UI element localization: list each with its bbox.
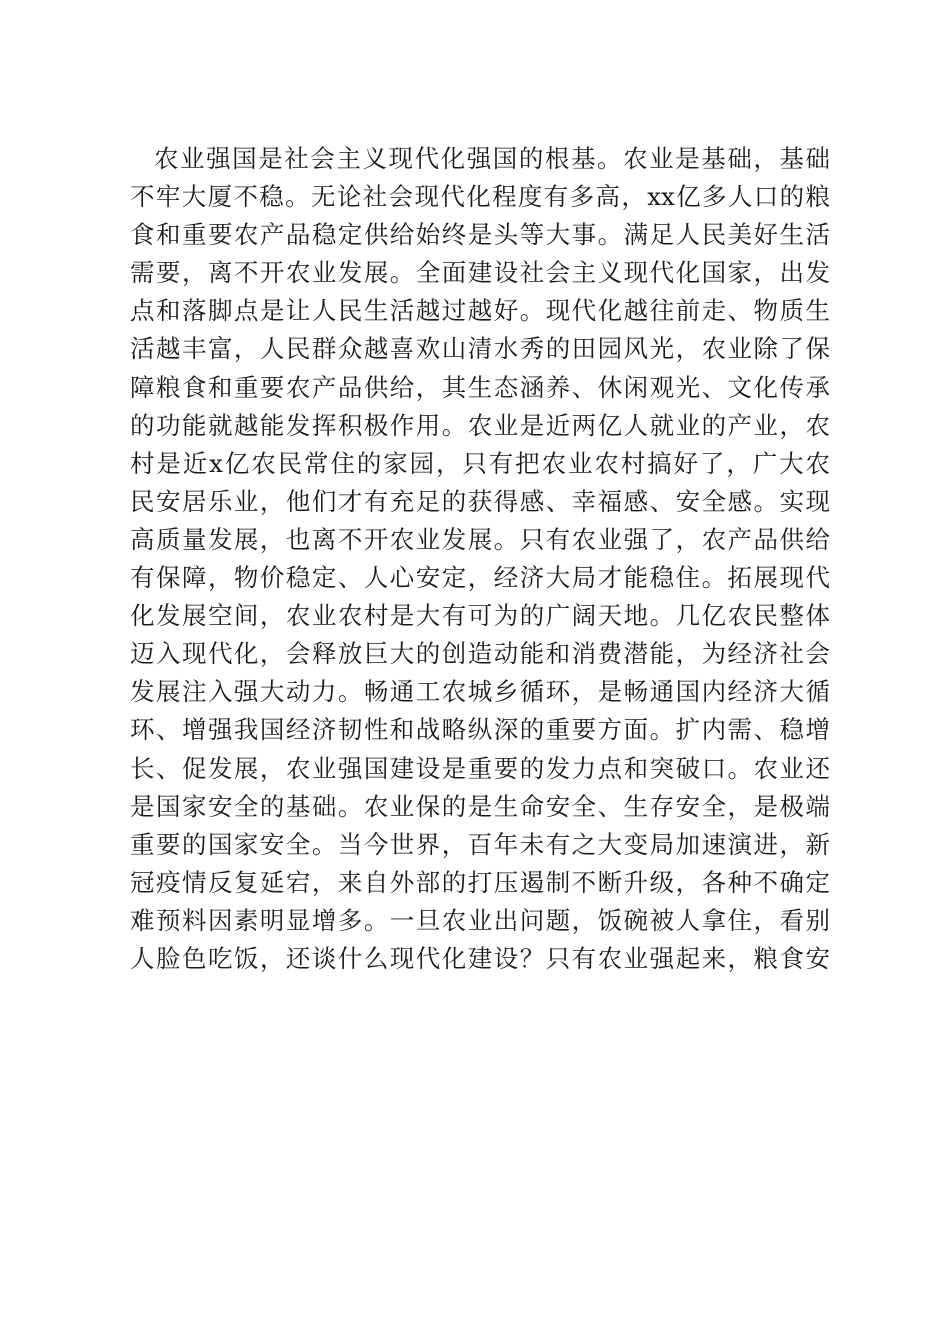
paragraph-line-22: 人脸色吃饭，还谈什么现代化建设？只有农业强起来，粮食安: [130, 943, 830, 973]
paragraph-line-4: 需要，离不开农业发展。全面建设社会主义现代化国家，出发: [130, 258, 830, 288]
paragraph-line-14: 迈入现代化，会释放巨大的创造动能和消费潜能，为经济社会: [130, 639, 830, 669]
paragraph-line-9: 村是近x亿农民常住的家园，只有把农业农村搞好了，广大农: [130, 448, 830, 478]
paragraph-line-2: 不牢大厦不稳。无论社会现代化程度有多高，xx亿多人口的粮: [130, 182, 830, 212]
paragraph-line-7: 障粮食和重要农产品供给，其生态涵养、休闲观光、文化传承: [130, 372, 830, 402]
paragraph-line-10: 民安居乐业，他们才有充足的获得感、幸福感、安全感。实现: [130, 486, 830, 516]
paragraph-line-17: 长、促发展，农业强国建设是重要的发力点和突破口。农业还: [130, 753, 830, 783]
paragraph-line-21: 难预料因素明显增多。一旦农业出问题，饭碗被人拿住，看别: [130, 905, 830, 935]
paragraph-line-5: 点和落脚点是让人民生活越过越好。现代化越往前走、物质生: [130, 296, 830, 326]
paragraph-line-6: 活越丰富，人民群众越喜欢山清水秀的田园风光，农业除了保: [130, 334, 830, 364]
paragraph-line-20: 冠疫情反复延宕，来自外部的打压遏制不断升级，各种不确定: [130, 867, 830, 897]
paragraph-line-11: 高质量发展，也离不开农业发展。只有农业强了，农产品供给: [130, 524, 830, 554]
paragraph-line-19: 重要的国家安全。当今世界，百年未有之大变局加速演进，新: [130, 829, 830, 859]
paragraph-line-1: 农业强国是社会主义现代化强国的根基。农业是基础，基础: [154, 144, 830, 173]
body-paragraph: [130, 140, 830, 978]
paragraph-line-13: 化发展空间，农业农村是大有可为的广阔天地。几亿农民整体: [130, 601, 830, 631]
paragraph-line-8: 的功能就越能发挥积极作用。农业是近两亿人就业的产业，农: [130, 410, 830, 440]
paragraph-line-12: 有保障，物价稳定、人心安定，经济大局才能稳住。拓展现代: [130, 563, 830, 593]
paragraph-line-3: 食和重要农产品稳定供给始终是头等大事。满足人民美好生活: [130, 220, 830, 250]
paragraph-line-16: 环、增强我国经济韧性和战略纵深的重要方面。扩内需、稳增: [130, 715, 830, 745]
paragraph-line-18: 是国家安全的基础。农业保的是生命安全、生存安全，是极端: [130, 791, 830, 821]
paragraph-line-15: 发展注入强大动力。畅通工农城乡循环，是畅通国内经济大循: [130, 677, 830, 707]
